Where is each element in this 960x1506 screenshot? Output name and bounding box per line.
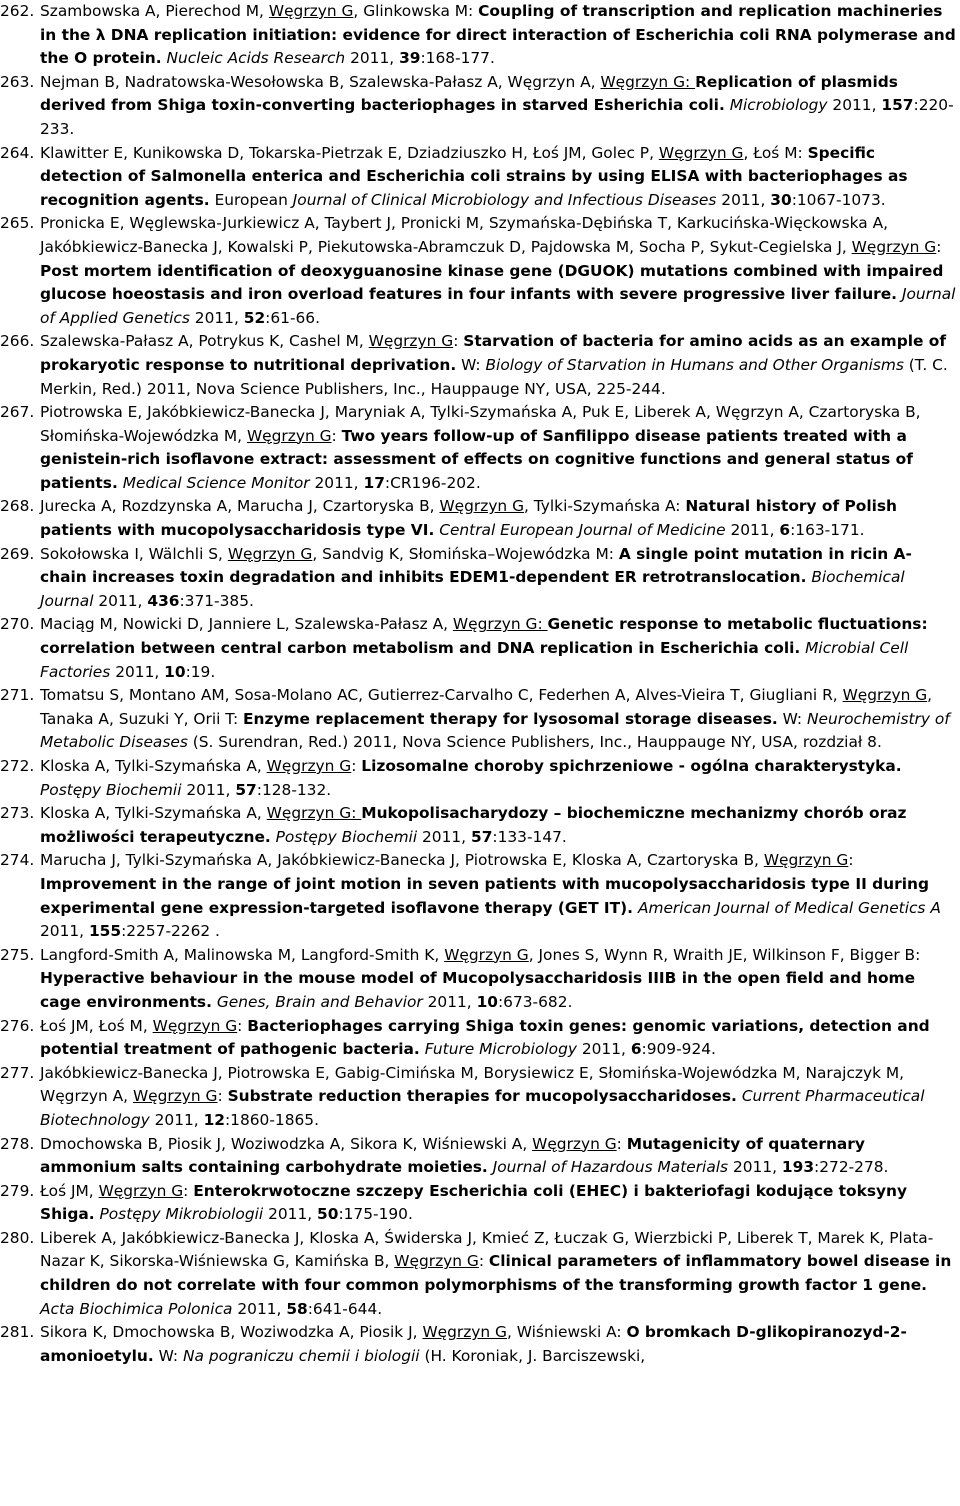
- authors-text: Marucha J, Tylki-Szymańska A, Jakóbkiewicz-Banecka J, Piotrowska E, Kloska A, Czartoryska B,: [40, 851, 764, 870]
- journal-name: Acta Biochimica Polonica: [40, 1299, 233, 1318]
- authors-text: , Tanaka A, Suzuki Y, Orii T:: [40, 686, 933, 728]
- authors-text: 2011,: [309, 473, 364, 492]
- reference-number: 263.: [0, 72, 35, 91]
- article-title: Improvement in the range of joint motion in seven patients with mucopolysaccharidosis type II during experimental gene expression-targeted isoflavone therapy (GET IT).: [40, 874, 929, 917]
- volume-number: 39: [399, 49, 421, 68]
- authors-text: Langford-Smith A, Malinowska M, Langford-Smith K,: [40, 945, 445, 964]
- authors-text: :: [237, 1016, 248, 1035]
- authors-text: :: [848, 851, 854, 870]
- authors-text: Dmochowska B, Piosik J, Woziwodzka A, Sikora K, Wiśniewski A,: [40, 1134, 533, 1153]
- journal-name: Central European Journal of Medicine: [439, 521, 726, 540]
- article-title: Two years follow-up of Sanfilippo disease patients treated with a genistein-rich isoflavone extract: assessment of effects on cognitive functions and general status of patients.: [40, 426, 913, 492]
- authors-text: :: [351, 757, 362, 775]
- authors-text: 2011,: [417, 827, 471, 846]
- authors-text: :133-147.: [492, 827, 567, 846]
- authors-text: Łoś JM, Łoś M,: [40, 1016, 153, 1035]
- volume-number: 52: [243, 308, 266, 327]
- reference-entry: [0, 1227, 958, 1321]
- authors-text: , Wiśniewski A:: [506, 1323, 627, 1342]
- article-title: Specific detection of Salmonella enterica and Escherichia coli strains by using ELISA with bacteriophages as recognition agents.: [40, 143, 908, 209]
- highlighted-author: Węgrzyn G:: [452, 615, 548, 634]
- authors-text: Sikora K, Dmochowska B, Woziwodzka A, Piosik J,: [40, 1323, 423, 1342]
- authors-text: (T. C. Merkin, Red.) 2011, Nova Science Publishers, Inc., Hauppauge NY, USA, 225-244.: [40, 355, 948, 398]
- article-title: Mutagenicity of quaternary ammonium salts containing carbohydrate moieties.: [40, 1134, 865, 1177]
- reference-number: 267.: [0, 403, 35, 422]
- volume-number: 50: [317, 1205, 339, 1224]
- authors-text: W:: [456, 355, 486, 374]
- journal-name: Future Microbiology: [424, 1040, 577, 1059]
- authors-text: :220-233.: [40, 96, 954, 138]
- article-title: Coupling of transcription and replication machineries in the λ DNA replication initiation: evidence for direct interaction of Escherichia coli RNA polymerase and the O protein.: [40, 2, 956, 68]
- authors-text: :641-644.: [307, 1299, 383, 1318]
- article-title: Enterokrwotoczne szczepy Escherichia coli (EHEC) i bakteriofagi kodujące toksyny Shiga.: [40, 1181, 908, 1224]
- highlighted-author: Węgrzyn G: [763, 851, 849, 870]
- highlighted-author: Węgrzyn G: [227, 544, 313, 563]
- reference-entry: [0, 944, 958, 1015]
- reference-number: 281.: [0, 1323, 35, 1342]
- authors-text: 2011,: [149, 1110, 204, 1129]
- authors-text: :371-385.: [179, 591, 254, 610]
- authors-text: :61-66.: [265, 308, 320, 327]
- volume-number: 57: [235, 780, 257, 799]
- journal-name: Biochemical Journal: [40, 568, 905, 610]
- authors-text: (S. Surendran, Red.) 2011, Nova Science Publishers, Inc., Hauppauge NY, USA, rozdział 8.: [187, 733, 882, 752]
- authors-text: Klawitter E, Kunikowska D, Tokarska-Pietrzak E, Dziadziuszko H, Łoś JM, Golec P,: [40, 143, 659, 162]
- journal-name: Biology of Starvation in Humans and Other Organisms: [485, 355, 904, 374]
- authors-text: :: [478, 1252, 489, 1271]
- authors-text: Maciąg M, Nowicki D, Janniere L, Szalewska-Pałasz A,: [40, 615, 453, 634]
- volume-number: 58: [286, 1299, 308, 1318]
- article-title: O bromkach D-glikopiranozyd-2-amonioetylu.: [40, 1323, 907, 1365]
- reference-number: 278.: [0, 1134, 35, 1153]
- volume-number: 10: [476, 992, 498, 1011]
- highlighted-author: Węgrzyn G: [98, 1181, 184, 1200]
- journal-name: Journal of Hazardous Materials: [492, 1158, 729, 1177]
- highlighted-author: Węgrzyn G:: [600, 72, 696, 91]
- reference-number: 262.: [0, 2, 35, 20]
- reference-entry: [0, 849, 958, 943]
- authors-text: W:: [153, 1346, 184, 1365]
- reference-entry: [0, 613, 958, 684]
- authors-text: :1860-1865.: [225, 1110, 319, 1129]
- authors-text: 2011,: [40, 922, 89, 941]
- authors-text: :163-171.: [790, 521, 865, 540]
- authors-text: 2011,: [110, 662, 165, 681]
- article-title: Lizosomalne choroby spichrzeniowe - ogólna charakterystyka.: [361, 757, 902, 775]
- authors-text: , Łoś M:: [743, 143, 808, 162]
- authors-text: :272-278.: [814, 1158, 889, 1177]
- authors-text: :909-924.: [641, 1040, 716, 1059]
- authors-text: 2011,: [576, 1040, 631, 1059]
- highlighted-author: Węgrzyn G:: [266, 804, 362, 823]
- volume-number: 12: [203, 1110, 225, 1129]
- volume-number: 193: [781, 1158, 815, 1177]
- volume-number: 57: [470, 827, 493, 846]
- highlighted-author: Węgrzyn G: [368, 332, 454, 351]
- highlighted-author: Węgrzyn G: [842, 686, 928, 705]
- authors-text: Jurecka A, Rozdzynska A, Marucha J, Czartoryska B,: [40, 497, 440, 516]
- reference-number: 277.: [0, 1063, 35, 1082]
- article-title: Substrate reduction therapies for mucopolysaccharidoses.: [227, 1087, 737, 1106]
- authors-text: , Glinkowska M:: [353, 2, 479, 20]
- journal-name: Postępy Biochemii: [275, 827, 418, 846]
- volume-number: 155: [88, 922, 122, 941]
- authors-text: :: [936, 237, 942, 256]
- reference-entry: [0, 755, 958, 802]
- volume-number: 6: [779, 521, 791, 540]
- highlighted-author: Węgrzyn G: [266, 757, 352, 775]
- reference-entry: [0, 1133, 958, 1180]
- authors-text: 2011,: [189, 308, 244, 327]
- reference-number: 270.: [0, 615, 35, 634]
- article-title: Hyperactive behaviour in the mouse model of Mucopolysaccharidosis IIIB in the open field and home cage environments.: [40, 969, 916, 1011]
- article-title: A single point mutation in ricin A-chain increases toxin degradation and inhibits EDEM1-dependent ER retrotranslocation.: [40, 544, 912, 587]
- journal-name: Genes, Brain and Behavior: [216, 992, 423, 1011]
- reference-number: 274.: [0, 851, 35, 870]
- authors-text: 2011,: [93, 591, 148, 610]
- authors-text: 2011,: [827, 96, 882, 115]
- reference-entry: [0, 543, 958, 614]
- volume-number: 6: [630, 1040, 642, 1059]
- journal-name: Journal of Applied Genetics: [40, 285, 956, 327]
- authors-text: :175-190.: [338, 1205, 413, 1224]
- article-title: Enzyme replacement therapy for lysosomal storage diseases.: [243, 709, 778, 728]
- highlighted-author: Węgrzyn G: [268, 2, 354, 20]
- highlighted-author: Węgrzyn G: [658, 143, 744, 162]
- journal-name: Neurochemistry of Metabolic Diseases: [40, 709, 950, 752]
- reference-number: 264.: [0, 143, 35, 162]
- reference-entry: [0, 212, 958, 330]
- reference-number: 265.: [0, 214, 35, 233]
- authors-text: (H. Koroniak, J. Barciszewski,: [419, 1346, 646, 1365]
- authors-text: Tomatsu S, Montano AM, Sosa-Molano AC, Gutierrez-Carvalho C, Federhen A, Alves-Vieira T, Giugliani R,: [40, 686, 843, 705]
- article-title: Natural history of Polish patients with mucopolysaccharidosis type VI.: [40, 497, 898, 540]
- authors-text: :: [616, 1134, 627, 1153]
- authors-text: Szambowska A, Pierechod M,: [40, 2, 269, 20]
- journal-name: Current Pharmaceutical Biotechnology: [40, 1087, 925, 1129]
- volume-number: 157: [881, 96, 914, 115]
- reference-entry: [0, 684, 958, 755]
- article-title: Clinical parameters of inflammatory bowel disease in children do not correlate with four common polymorphisms of the transforming growth factor 1 gene.: [40, 1252, 952, 1295]
- authors-text: Łoś JM,: [40, 1181, 99, 1200]
- authors-text: European: [209, 190, 293, 209]
- authors-text: Nejman B, Nadratowska-Wesołowska B, Szalewska-Pałasz A, Węgrzyn A,: [40, 72, 601, 91]
- authors-text: 2011,: [716, 190, 771, 209]
- highlighted-author: Węgrzyn G: [152, 1016, 238, 1035]
- authors-text: , Tylki-Szymańska A:: [524, 497, 686, 516]
- volume-number: 30: [770, 190, 792, 209]
- authors-text: :: [453, 332, 464, 351]
- journal-name: American Journal of Medical Genetics A: [637, 898, 941, 917]
- reference-entry: [0, 1180, 958, 1227]
- authors-text: :168-177.: [420, 49, 495, 68]
- highlighted-author: Węgrzyn G: [439, 497, 524, 516]
- reference-number: 280.: [0, 1228, 35, 1247]
- authors-text: Pronicka E, Węglewska-Jurkiewicz A, Taybert J, Pronicki M, Szymańska-Dębińska T, Karkucińska-Więckowska A, Jakóbkiewicz-Banecka J, Kowalski P, Piekutowska-Abramczuk D, Pajdowska M, Socha P, Sykut-Cegielska J,: [40, 214, 889, 256]
- journal-name: Microbiology: [729, 96, 828, 115]
- journal-name: Journal of Clinical Microbiology and Infectious Diseases: [292, 190, 717, 209]
- article-title: Replication of plasmids derived from Shiga toxin-converting bacteriophages in starved Esherichia coli.: [40, 72, 898, 115]
- authors-text: 2011,: [263, 1205, 318, 1224]
- reference-entry: [0, 495, 958, 542]
- authors-text: 2011,: [725, 521, 780, 540]
- authors-text: Sokołowska I, Wälchli S,: [40, 544, 228, 563]
- journal-name: Microbial Cell Factories: [40, 639, 909, 681]
- reference-entry: [0, 330, 958, 401]
- authors-text: 2011,: [422, 992, 477, 1011]
- highlighted-author: Węgrzyn G: [532, 1134, 617, 1153]
- authors-text: 2011,: [232, 1299, 287, 1318]
- authors-text: 2011,: [181, 780, 236, 799]
- reference-entry: [0, 71, 958, 142]
- journal-name: Postępy Biochemii: [40, 780, 182, 799]
- reference-number: 275.: [0, 945, 35, 964]
- reference-number: 269.: [0, 544, 35, 563]
- article-title: Bacteriophages carrying Shiga toxin genes: genomic variations, detection and potential treatment of pathogenic bacteria.: [40, 1016, 930, 1059]
- authors-text: :19.: [185, 662, 216, 681]
- reference-entry: [0, 802, 958, 849]
- authors-text: W:: [777, 709, 808, 728]
- authors-text: Kloska A, Tylki-Szymańska A,: [40, 757, 267, 775]
- volume-number: 436: [147, 591, 180, 610]
- reference-entry: [0, 1062, 958, 1133]
- highlighted-author: Węgrzyn G: [444, 945, 529, 964]
- reference-number: 272.: [0, 757, 35, 775]
- highlighted-author: Węgrzyn G: [394, 1252, 479, 1271]
- authors-text: :: [217, 1087, 228, 1106]
- authors-text: :673-682.: [498, 992, 573, 1011]
- journal-name: Medical Science Monitor: [122, 473, 310, 492]
- journal-name: Na pograniczu chemii i biologii: [183, 1346, 420, 1365]
- authors-text: :128-132.: [256, 780, 332, 799]
- article-title: Starvation of bacteria for amino acids as an example of prokaryotic response to nutritional deprivation.: [40, 332, 947, 374]
- authors-text: Piotrowska E, Jakóbkiewicz-Banecka J, Maryniak A, Tylki-Szymańska A, Puk E, Liberek A, Węgrzyn A, Czartoryska B, Słomińska-Wojewódzka M,: [40, 403, 921, 445]
- highlighted-author: Węgrzyn G: [422, 1323, 507, 1342]
- reference-entry: [0, 401, 958, 495]
- authors-text: :2257-2262 .: [121, 922, 220, 941]
- reference-number: 268.: [0, 497, 35, 516]
- reference-entry: [0, 0, 958, 71]
- highlighted-author: Węgrzyn G: [246, 426, 332, 445]
- article-title: Genetic response to metabolic fluctuations: correlation between central carbon metabolism and DNA replication in Escherichia coli.: [40, 615, 928, 658]
- reference-entry: [0, 1321, 958, 1368]
- reference-number: 276.: [0, 1016, 35, 1035]
- authors-text: :1067-1073.: [791, 190, 886, 209]
- authors-text: , Jones S, Wynn R, Wraith JE, Wilkinson F, Bigger B:: [528, 945, 921, 964]
- authors-text: :: [331, 426, 342, 445]
- volume-number: 17: [363, 473, 385, 492]
- authors-text: , Sandvig K, Słomińska–Wojewódzka M:: [312, 544, 619, 563]
- volume-number: 10: [164, 662, 186, 681]
- reference-number: 273.: [0, 804, 35, 823]
- journal-name: Postępy Mikrobiologii: [99, 1205, 264, 1224]
- reference-entry: [0, 142, 958, 213]
- highlighted-author: Węgrzyn G: [132, 1087, 218, 1106]
- authors-text: 2011,: [728, 1158, 782, 1177]
- authors-text: :CR196-202.: [384, 473, 481, 492]
- authors-text: Szalewska-Pałasz A, Potrykus K, Cashel M,: [40, 332, 369, 351]
- article-title: Mukopolisacharydozy – biochemiczne mechanizmy chorób oraz możliwości terapeutyczne.: [40, 804, 907, 846]
- journal-name: Nucleic Acids Research: [166, 49, 346, 68]
- highlighted-author: Węgrzyn G: [851, 237, 937, 256]
- reference-number: 266.: [0, 332, 35, 351]
- authors-text: Liberek A, Jakóbkiewicz-Banecka J, Kloska A, Świderska J, Kmieć Z, Łuczak G, Wierzbicki P, Liberek T, Marek K, Plata-Nazar K, Sikorska-Wiśniewska G, Kamińska B,: [40, 1228, 934, 1271]
- authors-text: Jakóbkiewicz-Banecka J, Piotrowska E, Gabig-Cimińska M, Borysiewicz E, Słomińska-Wojewódzka M, Narajczyk M, Węgrzyn A,: [40, 1063, 905, 1106]
- reference-number: 271.: [0, 686, 35, 705]
- article-title: Post mortem identification of deoxyguanosine kinase gene (DGUOK) mutations combined with impaired glucose hoeostasis and iron overload features in four infants with severe progressive liver failure.: [40, 261, 944, 304]
- reference-number: 279.: [0, 1181, 35, 1200]
- authors-text: 2011,: [345, 49, 400, 68]
- reference-entry: [0, 1015, 958, 1062]
- authors-text: :: [183, 1181, 194, 1200]
- authors-text: Kloska A, Tylki-Szymańska A,: [40, 804, 267, 823]
